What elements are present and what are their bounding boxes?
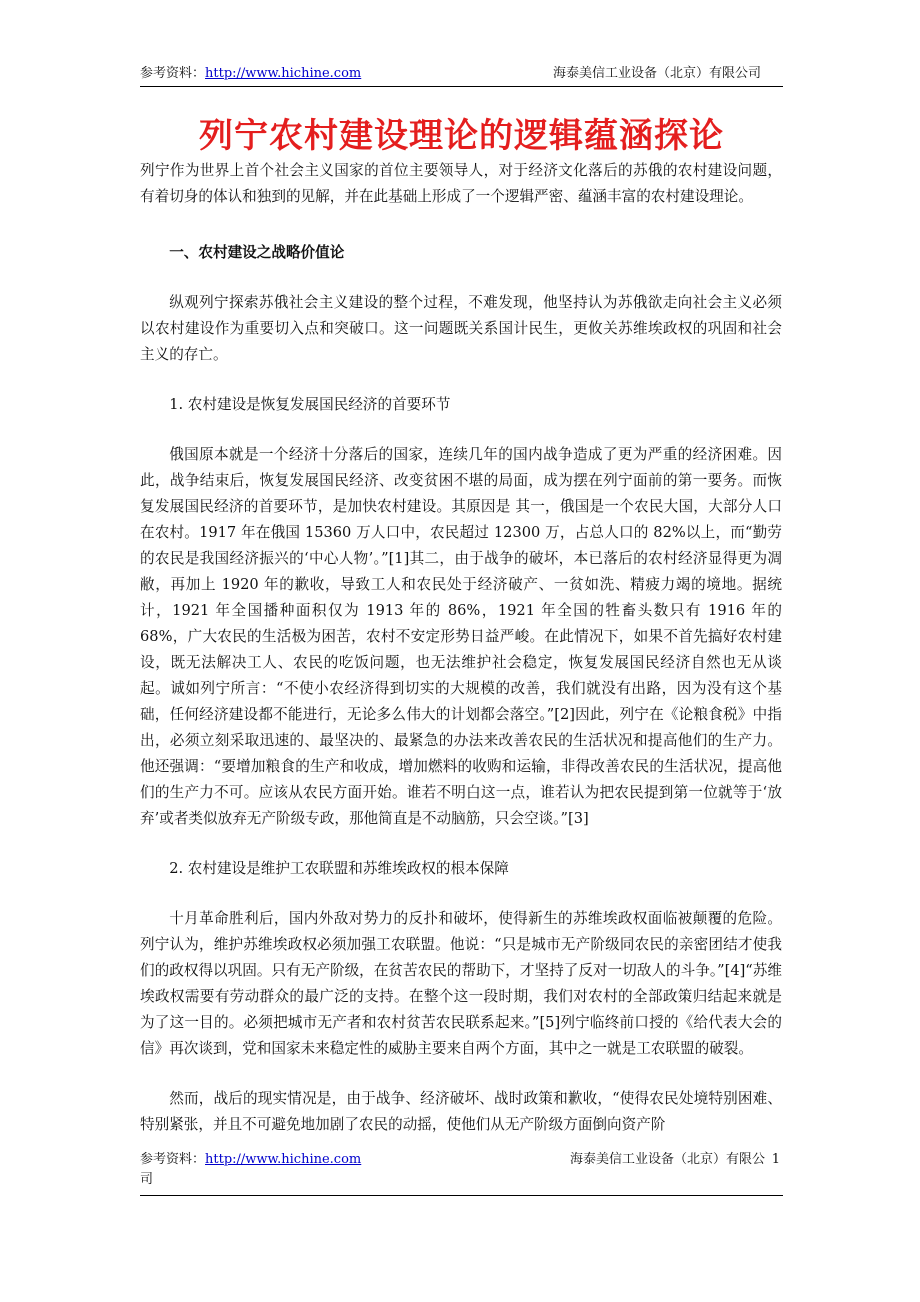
section-paragraph: 纵观列宁探索苏俄社会主义建设的整个过程，不难发现，他坚持认为苏俄欲走向社会主义必须以农村建设作为重要切入点和突破口。这一问题既关系国计民生，更攸关苏维埃政权的巩固和社会主义的存亡。 xyxy=(140,294,782,363)
page-number: 1 xyxy=(771,1152,780,1167)
footer-company: 海泰美信工业设备（北京）有限公 xyxy=(570,1152,766,1167)
section-heading: 一、农村建设之战略价值论 xyxy=(169,244,345,261)
header-company: 海泰美信工业设备（北京）有限公司 xyxy=(552,66,761,81)
page-footer xyxy=(140,1151,783,1196)
header-reference xyxy=(140,64,361,84)
header-ref-label: 参考资料： xyxy=(140,66,206,81)
footer-company-wrap: 司 xyxy=(140,1172,154,1187)
subsection-heading: 2. 农村建设是维护工农联盟和苏维埃政权的根本保障 xyxy=(169,860,509,877)
page-header xyxy=(140,64,783,87)
header-ref-link[interactable]: http://www.hichine.com xyxy=(205,66,362,81)
subsection-paragraph: 十月革命胜利后，国内外敌对势力的反扑和破坏，使得新生的苏维埃政权面临被颠覆的危险。列宁认为，维护苏维埃政权必须加强工农联盟。他说：“只是城市无产阶级同农民的亲密团结才使我们的政权得以巩固。只有无产阶级，在贫苦农民的帮助下，才坚持了反对一切敌人的斗争。”[4]“苏维埃政权需要有劳动群众的最广泛的支持。在整个这一段时期，我们对农村的全部政策归结起来就是为了这一目的。必须把城市无产者和农村贫苦农民联系起来。”[5]列宁临终前口授的《给代表大会的信》再次谈到，党和国家未来稳定性的威胁主要来自两个方面，其中之一就是工农联盟的破裂。 xyxy=(140,910,782,1057)
document-body xyxy=(140,158,782,1162)
subsection-heading: 1. 农村建设是恢复发展国民经济的首要环节 xyxy=(169,396,451,413)
footer-ref-label: 参考资料： xyxy=(140,1152,206,1167)
subsection-paragraph: 俄国原本就是一个经济十分落后的国家，连续几年的国内战争造成了更为严重的经济困难。因此，战争结束后，恢复发展国民经济、改变贫困不堪的局面，成为摆在列宁面前的第一要务。而恢复发展国民经济的首要环节，是加快农村建设。其原因是 其一，俄国是一个农民大国，大部分人口在农村。1917 年在俄国 15360 万人口中，农民超过 12300 万，占总人口的 82%以上，而“勤劳的农民是我国经济振兴的‘中心人物’。”[1]其二，由于战争的破坏，本已落后的农村经济显得更为凋敝，再加上 1920 年的歉收，导致工人和农民处于经济破产、一贫如洗、精疲力竭的境地。据统计，1921 年全国播种面积仅为 1913 年的 86%，1921 年全国的牲畜头数只有 1916 年的 68%，广大农民的生活极为困苦，农村不安定形势日益严峻。在此情况下，如果不首先搞好农村建设，既无法解决工人、农民的吃饭问题，也无法维护社会稳定，恢复发展国民经济自然也无从谈起。诚如列宁所言：“不使小农经济得到切实的大规模的改善，我们就没有出路，因为没有这个基础，任何经济建设都不能进行，无论多么伟大的计划都会落空。”[2]因此，列宁在《论粮食税》中指出，必须立刻采取迅速的、最坚决的、最紧急的办法来改善农民的生活状况和提高他们的生产力。他还强调：“要增加粮食的生产和收成，增加燃料的收购和运输，非得改善农民的生活状况，提高他们的生产力不可。应该从农民方面开始。谁若不明白这一点，谁若认为把农民提到第一位就等于‘放弃’或者类似放弃无产阶级专政，那他简直是不动脑筋，只会空谈。”[3] xyxy=(140,446,782,827)
intro-paragraph: 列宁作为世界上首个社会主义国家的首位主要领导人，对于经济文化落后的苏俄的农村建设问题，有着切身的体认和独到的见解，并在此基础上形成了一个逻辑严密、蕴涵丰富的农村建设理论。 xyxy=(140,162,782,205)
document-title: 列宁农村建设理论的逻辑蕴涵探论 xyxy=(199,116,724,156)
subsection-paragraph: 然而，战后的现实情况是，由于战争、经济破坏、战时政策和歉收，“使得农民处境特别困难、特别紧张，并且不可避免地加剧了农民的动摇，使他们从无产阶级方面倒向资产阶 xyxy=(140,1090,782,1133)
footer-ref-link[interactable]: http://www.hichine.com xyxy=(205,1152,362,1167)
footer-reference xyxy=(140,1151,361,1169)
